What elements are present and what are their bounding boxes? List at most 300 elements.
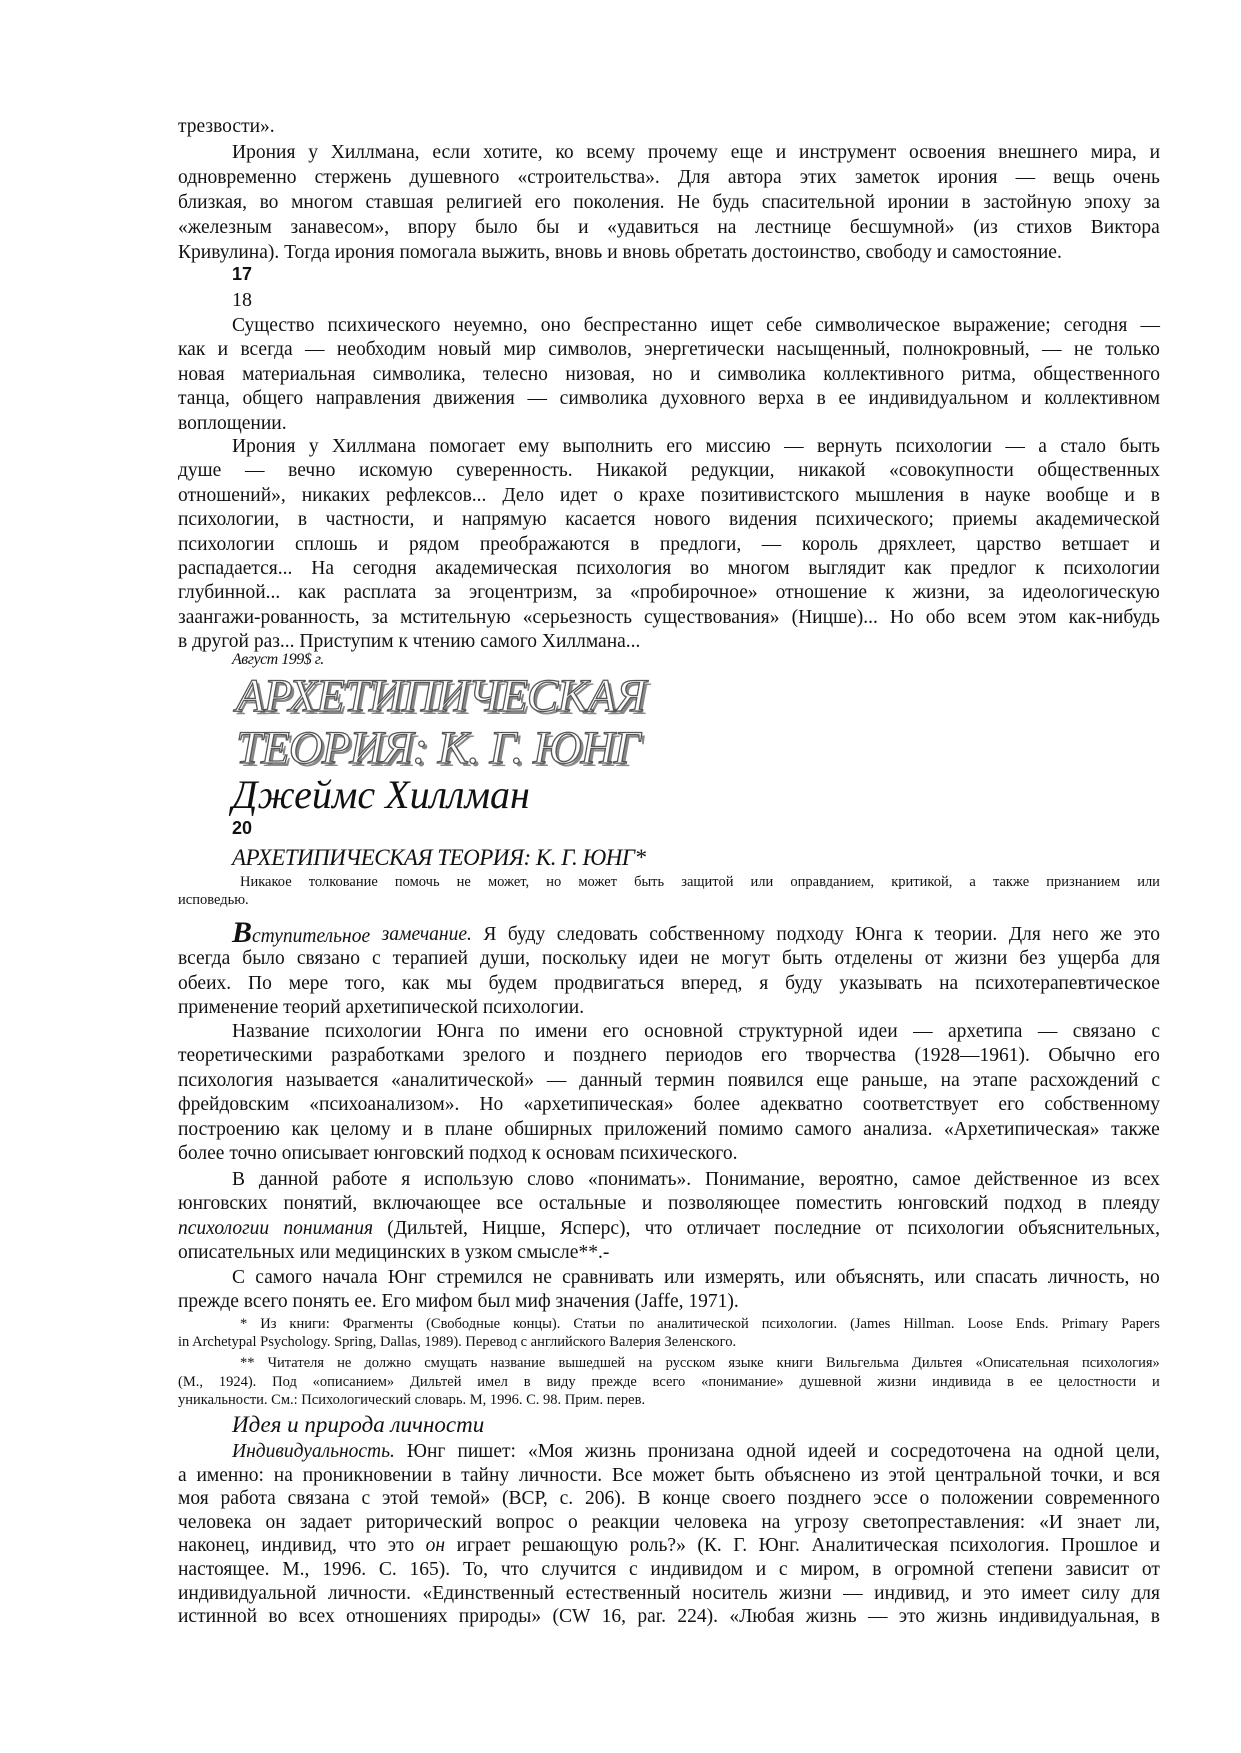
continuation-text xyxy=(178,115,1160,139)
text-segment: подходу xyxy=(776,924,844,945)
text-line xyxy=(178,996,1160,1020)
text-segment: вещь xyxy=(1053,167,1095,188)
text-segment: символика xyxy=(559,388,648,410)
word xyxy=(240,338,292,362)
word xyxy=(442,1464,451,1488)
text-segment: Вильгельма xyxy=(826,1355,899,1371)
text-segment: 16, xyxy=(601,1606,627,1628)
word xyxy=(687,1217,760,1241)
text-segment: о xyxy=(919,1488,930,1510)
word xyxy=(178,1534,250,1558)
word xyxy=(542,947,627,971)
word xyxy=(496,1511,554,1535)
text-segment: центральной xyxy=(935,1464,1042,1486)
text-segment: суверенность. xyxy=(456,460,573,482)
word xyxy=(764,1464,850,1488)
word xyxy=(232,1266,245,1290)
word xyxy=(795,1266,826,1290)
word xyxy=(426,1316,500,1334)
text-segment: in Archetypal Psychology. Spring, Dallas, 1989). Перевод с английского Валерия Зеленского. xyxy=(178,1333,737,1350)
text-segment: с xyxy=(1151,1021,1160,1042)
word xyxy=(407,1440,445,1464)
word xyxy=(666,435,692,459)
text-segment: психологии xyxy=(907,1217,1005,1239)
word xyxy=(755,215,831,240)
text-segment: его xyxy=(998,1094,1025,1116)
text-segment: без xyxy=(1019,948,1046,970)
word xyxy=(777,338,891,362)
author-name: Джеймс Хиллман xyxy=(232,772,530,817)
text-segment: отношениях xyxy=(346,1606,448,1628)
text-segment: ветшает xyxy=(1061,533,1129,555)
word xyxy=(592,1373,637,1392)
paragraph-understanding xyxy=(178,1168,1160,1266)
word xyxy=(914,923,923,947)
word xyxy=(337,338,426,362)
text-line xyxy=(178,1266,1160,1290)
word xyxy=(513,1316,560,1334)
word xyxy=(232,1020,310,1044)
word xyxy=(875,1217,893,1241)
word xyxy=(429,435,505,459)
text-segment: если xyxy=(432,142,471,163)
text-segment: застойную xyxy=(983,192,1072,213)
text-segment: напрямую xyxy=(461,509,547,531)
italic-text: понимания xyxy=(283,1217,374,1239)
text-segment: сравнивать xyxy=(562,1267,654,1288)
text-segment: на xyxy=(1022,1441,1042,1462)
word xyxy=(373,363,466,387)
text-segment: светопреставления: xyxy=(862,1511,1026,1533)
text-segment: его xyxy=(602,1021,629,1042)
word xyxy=(739,1020,843,1044)
word xyxy=(706,435,771,459)
word xyxy=(648,140,718,165)
word xyxy=(178,508,279,532)
word xyxy=(766,314,802,338)
word xyxy=(560,387,648,411)
word xyxy=(291,215,390,240)
word xyxy=(1036,508,1160,532)
text-segment: оно xyxy=(540,315,571,336)
text-segment: (James xyxy=(850,1316,891,1332)
word xyxy=(998,1093,1024,1117)
word xyxy=(291,190,353,215)
text-segment: общественного xyxy=(1033,363,1160,385)
text-segment: индивидом xyxy=(650,1558,743,1580)
word xyxy=(819,1168,898,1192)
word xyxy=(240,1316,247,1334)
text-segment: того, xyxy=(345,972,386,994)
word xyxy=(178,1044,313,1068)
text-segment: защитой xyxy=(681,874,734,890)
text-line xyxy=(178,1118,1160,1142)
word xyxy=(937,1605,988,1629)
text-segment: индивидуальная, xyxy=(998,1606,1140,1628)
word xyxy=(662,1487,710,1511)
text-segment: и xyxy=(1021,388,1032,410)
text-segment: что xyxy=(500,1558,529,1580)
text-segment: Для xyxy=(1008,924,1041,945)
text-segment: работа xyxy=(220,1488,276,1510)
text-segment: трезвости». xyxy=(178,116,275,137)
word xyxy=(630,581,758,605)
text-segment: именно: xyxy=(196,1464,264,1486)
text-segment: всегда xyxy=(178,948,231,970)
word xyxy=(967,606,1006,630)
text-segment: Loose xyxy=(967,1316,1003,1332)
text-segment: новая xyxy=(178,363,225,385)
text-line xyxy=(178,1558,1160,1582)
text-segment: начала xyxy=(322,1267,378,1288)
text-segment: психологии xyxy=(325,1021,422,1042)
word xyxy=(345,972,385,996)
text-segment: Ends. xyxy=(1015,1316,1049,1332)
word xyxy=(1065,1558,1129,1582)
text-line xyxy=(178,874,1160,892)
text-segment: название xyxy=(490,1355,546,1371)
text-segment: также xyxy=(1111,1118,1160,1140)
text-segment: огромной xyxy=(894,1558,975,1580)
word xyxy=(528,1440,573,1464)
text-line xyxy=(178,1334,1160,1352)
text-segment: терапией xyxy=(392,948,468,970)
text-segment: поскольку xyxy=(542,948,627,970)
word xyxy=(286,1069,379,1093)
word xyxy=(431,1487,490,1511)
word xyxy=(660,533,741,557)
word xyxy=(718,1118,783,1142)
word xyxy=(1113,165,1160,190)
word xyxy=(1058,947,1120,971)
word xyxy=(816,508,934,532)
text-segment: по xyxy=(499,1021,520,1042)
text-segment: цели, xyxy=(1115,1441,1160,1462)
text-line xyxy=(178,1142,1160,1166)
word xyxy=(678,165,710,190)
word xyxy=(517,165,659,190)
word xyxy=(326,508,415,532)
text-segment: всех xyxy=(298,1606,335,1628)
word xyxy=(975,1266,1037,1290)
word xyxy=(787,1487,861,1511)
text-segment: поколения. xyxy=(573,192,665,213)
word xyxy=(925,947,943,971)
text-segment: от xyxy=(875,1217,894,1239)
word xyxy=(722,947,770,971)
word xyxy=(343,1316,413,1334)
preface-date: Август 199$ г. xyxy=(232,651,324,668)
text-segment: прежде всего понять ее. Его мифом был миф значения (Jaffe, 1971). xyxy=(178,1291,739,1313)
text-segment: То, xyxy=(462,1558,489,1580)
word xyxy=(546,874,561,892)
italic-text: Индивидуальность. xyxy=(232,1441,395,1462)
text-segment: (Дильтей, xyxy=(387,1217,468,1239)
word xyxy=(1131,1582,1160,1606)
text-segment: вернуть xyxy=(817,436,883,457)
word xyxy=(834,947,912,971)
word xyxy=(710,314,753,338)
word xyxy=(457,874,471,892)
text-line xyxy=(178,947,1160,971)
word xyxy=(489,972,538,996)
text-segment: В xyxy=(637,1488,651,1510)
text-line xyxy=(178,387,1160,411)
text-segment: или xyxy=(934,1267,966,1288)
text-segment: быть xyxy=(634,874,665,890)
word xyxy=(573,1316,616,1334)
text-segment: действенное xyxy=(974,1169,1078,1190)
text-segment: же xyxy=(1100,924,1123,945)
text-segment: от xyxy=(1141,1558,1160,1580)
text-segment: индивид, xyxy=(874,1582,950,1604)
word xyxy=(313,1373,394,1392)
word xyxy=(1137,874,1160,892)
text-segment: зрелого xyxy=(462,1045,526,1067)
word xyxy=(681,874,733,892)
word xyxy=(908,1217,1004,1241)
text-segment: расплата xyxy=(343,582,417,604)
text-segment: психология xyxy=(576,557,672,579)
word xyxy=(975,1354,1068,1373)
text-segment: сосредоточена xyxy=(890,1441,1011,1462)
word xyxy=(762,190,875,215)
text-segment: общественных xyxy=(1037,460,1160,482)
word xyxy=(731,140,763,165)
word xyxy=(973,215,998,240)
text-segment: должно xyxy=(364,1355,412,1371)
word xyxy=(1061,1316,1108,1334)
text-line xyxy=(178,115,1160,139)
word xyxy=(445,1118,493,1142)
text-segment: к xyxy=(1035,557,1045,579)
word xyxy=(613,484,623,508)
word xyxy=(424,1168,513,1192)
text-segment: Дильтея xyxy=(911,1355,963,1371)
word xyxy=(283,1217,373,1241)
word xyxy=(1102,1192,1159,1216)
text-segment: сегодня xyxy=(1063,315,1128,336)
word xyxy=(1021,387,1031,411)
italic-text: замечание. xyxy=(381,924,472,945)
word xyxy=(560,1487,574,1511)
word xyxy=(289,1316,329,1334)
text-segment: миром, xyxy=(800,1558,860,1580)
word xyxy=(585,1487,626,1511)
text-segment: и xyxy=(689,363,701,385)
word xyxy=(975,972,1160,996)
text-segment: и xyxy=(868,1441,879,1462)
word xyxy=(268,1354,324,1373)
text-segment: — xyxy=(244,460,265,482)
word xyxy=(644,1020,723,1044)
text-segment: «Моя xyxy=(527,1441,573,1462)
word xyxy=(855,165,920,190)
text-segment: коллективного xyxy=(823,363,945,385)
word xyxy=(346,1605,447,1629)
word xyxy=(1119,435,1159,459)
text-line xyxy=(178,1192,1160,1216)
text-segment: ищет xyxy=(710,315,754,336)
word xyxy=(178,1192,268,1216)
word xyxy=(282,1558,309,1582)
word xyxy=(1144,190,1160,215)
word xyxy=(331,140,420,165)
text-segment: ее xyxy=(838,388,856,410)
word xyxy=(388,1266,426,1290)
text-line xyxy=(178,1605,1160,1629)
text-segment: и xyxy=(402,1118,413,1140)
text-segment: как xyxy=(298,582,326,604)
word xyxy=(1124,1168,1160,1192)
text-segment: себе xyxy=(766,315,802,336)
word xyxy=(630,1534,686,1558)
word xyxy=(248,972,272,996)
word xyxy=(502,1487,548,1511)
text-segment: распадается... xyxy=(178,557,293,579)
text-segment: душевной xyxy=(799,1373,862,1390)
text-segment: — xyxy=(913,1021,933,1042)
text-segment: прежде xyxy=(591,1373,637,1390)
word xyxy=(1150,140,1160,165)
word xyxy=(863,1511,1025,1535)
word xyxy=(299,1605,335,1629)
text-segment: прочему xyxy=(647,142,718,163)
word xyxy=(219,1373,256,1392)
text-segment: М., xyxy=(282,1558,310,1580)
text-line xyxy=(178,972,1160,996)
word xyxy=(461,1464,509,1488)
word xyxy=(666,1354,716,1373)
text-segment: жизни xyxy=(779,1582,832,1604)
text-line xyxy=(178,892,1160,910)
word xyxy=(714,1464,754,1488)
word xyxy=(386,484,486,508)
word xyxy=(762,1316,837,1334)
text-segment: идет xyxy=(559,484,598,506)
text-segment: впору xyxy=(407,217,457,238)
text-line xyxy=(178,557,1160,581)
word xyxy=(232,435,295,459)
word xyxy=(1131,947,1160,971)
word xyxy=(638,1354,652,1373)
word xyxy=(808,557,885,581)
text-segment: par. xyxy=(637,1606,667,1628)
text-segment: связана xyxy=(287,1488,350,1510)
word xyxy=(316,387,421,411)
word xyxy=(817,435,882,459)
text-segment: критикой, xyxy=(891,874,953,890)
text-segment: позволяющее xyxy=(668,1193,781,1215)
word xyxy=(518,435,549,459)
text-segment: ирония xyxy=(937,167,998,188)
text-segment: позитивистского xyxy=(700,484,840,506)
text-segment: работе xyxy=(332,1169,388,1190)
text-segment: последние xyxy=(774,1217,862,1239)
text-segment: — xyxy=(843,1582,863,1604)
text-segment: и xyxy=(217,339,229,361)
word xyxy=(522,1534,618,1558)
text-segment: частности, xyxy=(325,509,415,531)
word xyxy=(800,165,837,190)
word xyxy=(554,972,664,996)
word xyxy=(547,1069,567,1093)
word xyxy=(402,972,429,996)
text-segment: и xyxy=(1124,484,1135,506)
text-segment: имеет xyxy=(1021,1582,1070,1604)
text-segment: Для xyxy=(677,167,710,188)
word xyxy=(178,1093,289,1117)
word xyxy=(259,1168,319,1192)
word xyxy=(1135,1511,1160,1535)
word xyxy=(178,1511,252,1535)
text-segment: тайну xyxy=(461,1464,510,1486)
text-segment: или xyxy=(750,874,774,890)
word xyxy=(950,557,1016,581)
word xyxy=(836,1266,925,1290)
text-segment: ставшая xyxy=(365,192,434,213)
text-segment: с. xyxy=(559,1488,574,1510)
text-segment: также xyxy=(992,874,1030,890)
text-segment: только xyxy=(1105,339,1160,361)
text-segment: По xyxy=(248,972,272,994)
word xyxy=(408,215,457,240)
text-segment: русском xyxy=(665,1355,716,1371)
word xyxy=(337,1354,351,1373)
word xyxy=(894,1558,974,1582)
word xyxy=(860,1464,878,1488)
word xyxy=(939,972,958,996)
text-segment: роль?» xyxy=(629,1535,686,1557)
text-segment: академическая xyxy=(435,557,558,579)
word xyxy=(362,1487,371,1511)
text-segment: обширных xyxy=(504,1118,593,1140)
word xyxy=(779,1582,831,1606)
word xyxy=(1039,1511,1063,1535)
text-segment: этапе xyxy=(972,1069,1018,1091)
word xyxy=(913,581,970,605)
word xyxy=(1042,338,1062,362)
text-segment: или xyxy=(1137,874,1160,890)
word xyxy=(245,459,265,483)
word xyxy=(1051,1464,1103,1488)
word xyxy=(297,947,360,971)
word xyxy=(1004,1192,1062,1216)
text-segment: религией xyxy=(446,192,523,213)
text-segment: 206). xyxy=(584,1488,626,1510)
word xyxy=(463,1044,526,1068)
text-segment: остальные xyxy=(538,1193,627,1215)
word xyxy=(722,1487,776,1511)
text-segment: и xyxy=(1149,533,1160,555)
word xyxy=(862,1069,928,1093)
text-segment: всем xyxy=(967,606,1007,628)
text-segment: помимо xyxy=(718,1118,784,1140)
word xyxy=(502,484,544,508)
text-segment: темой» xyxy=(430,1488,491,1510)
text-segment: и xyxy=(1149,1535,1160,1557)
text-segment: Фрагменты xyxy=(342,1316,414,1332)
word xyxy=(311,557,334,581)
word xyxy=(855,923,902,947)
word xyxy=(332,1168,387,1192)
text-segment: крахе xyxy=(639,484,685,506)
word xyxy=(359,459,433,483)
text-segment: имени xyxy=(535,1021,588,1042)
word xyxy=(674,1511,748,1535)
text-segment: символов, xyxy=(548,339,632,361)
word xyxy=(932,1373,991,1392)
